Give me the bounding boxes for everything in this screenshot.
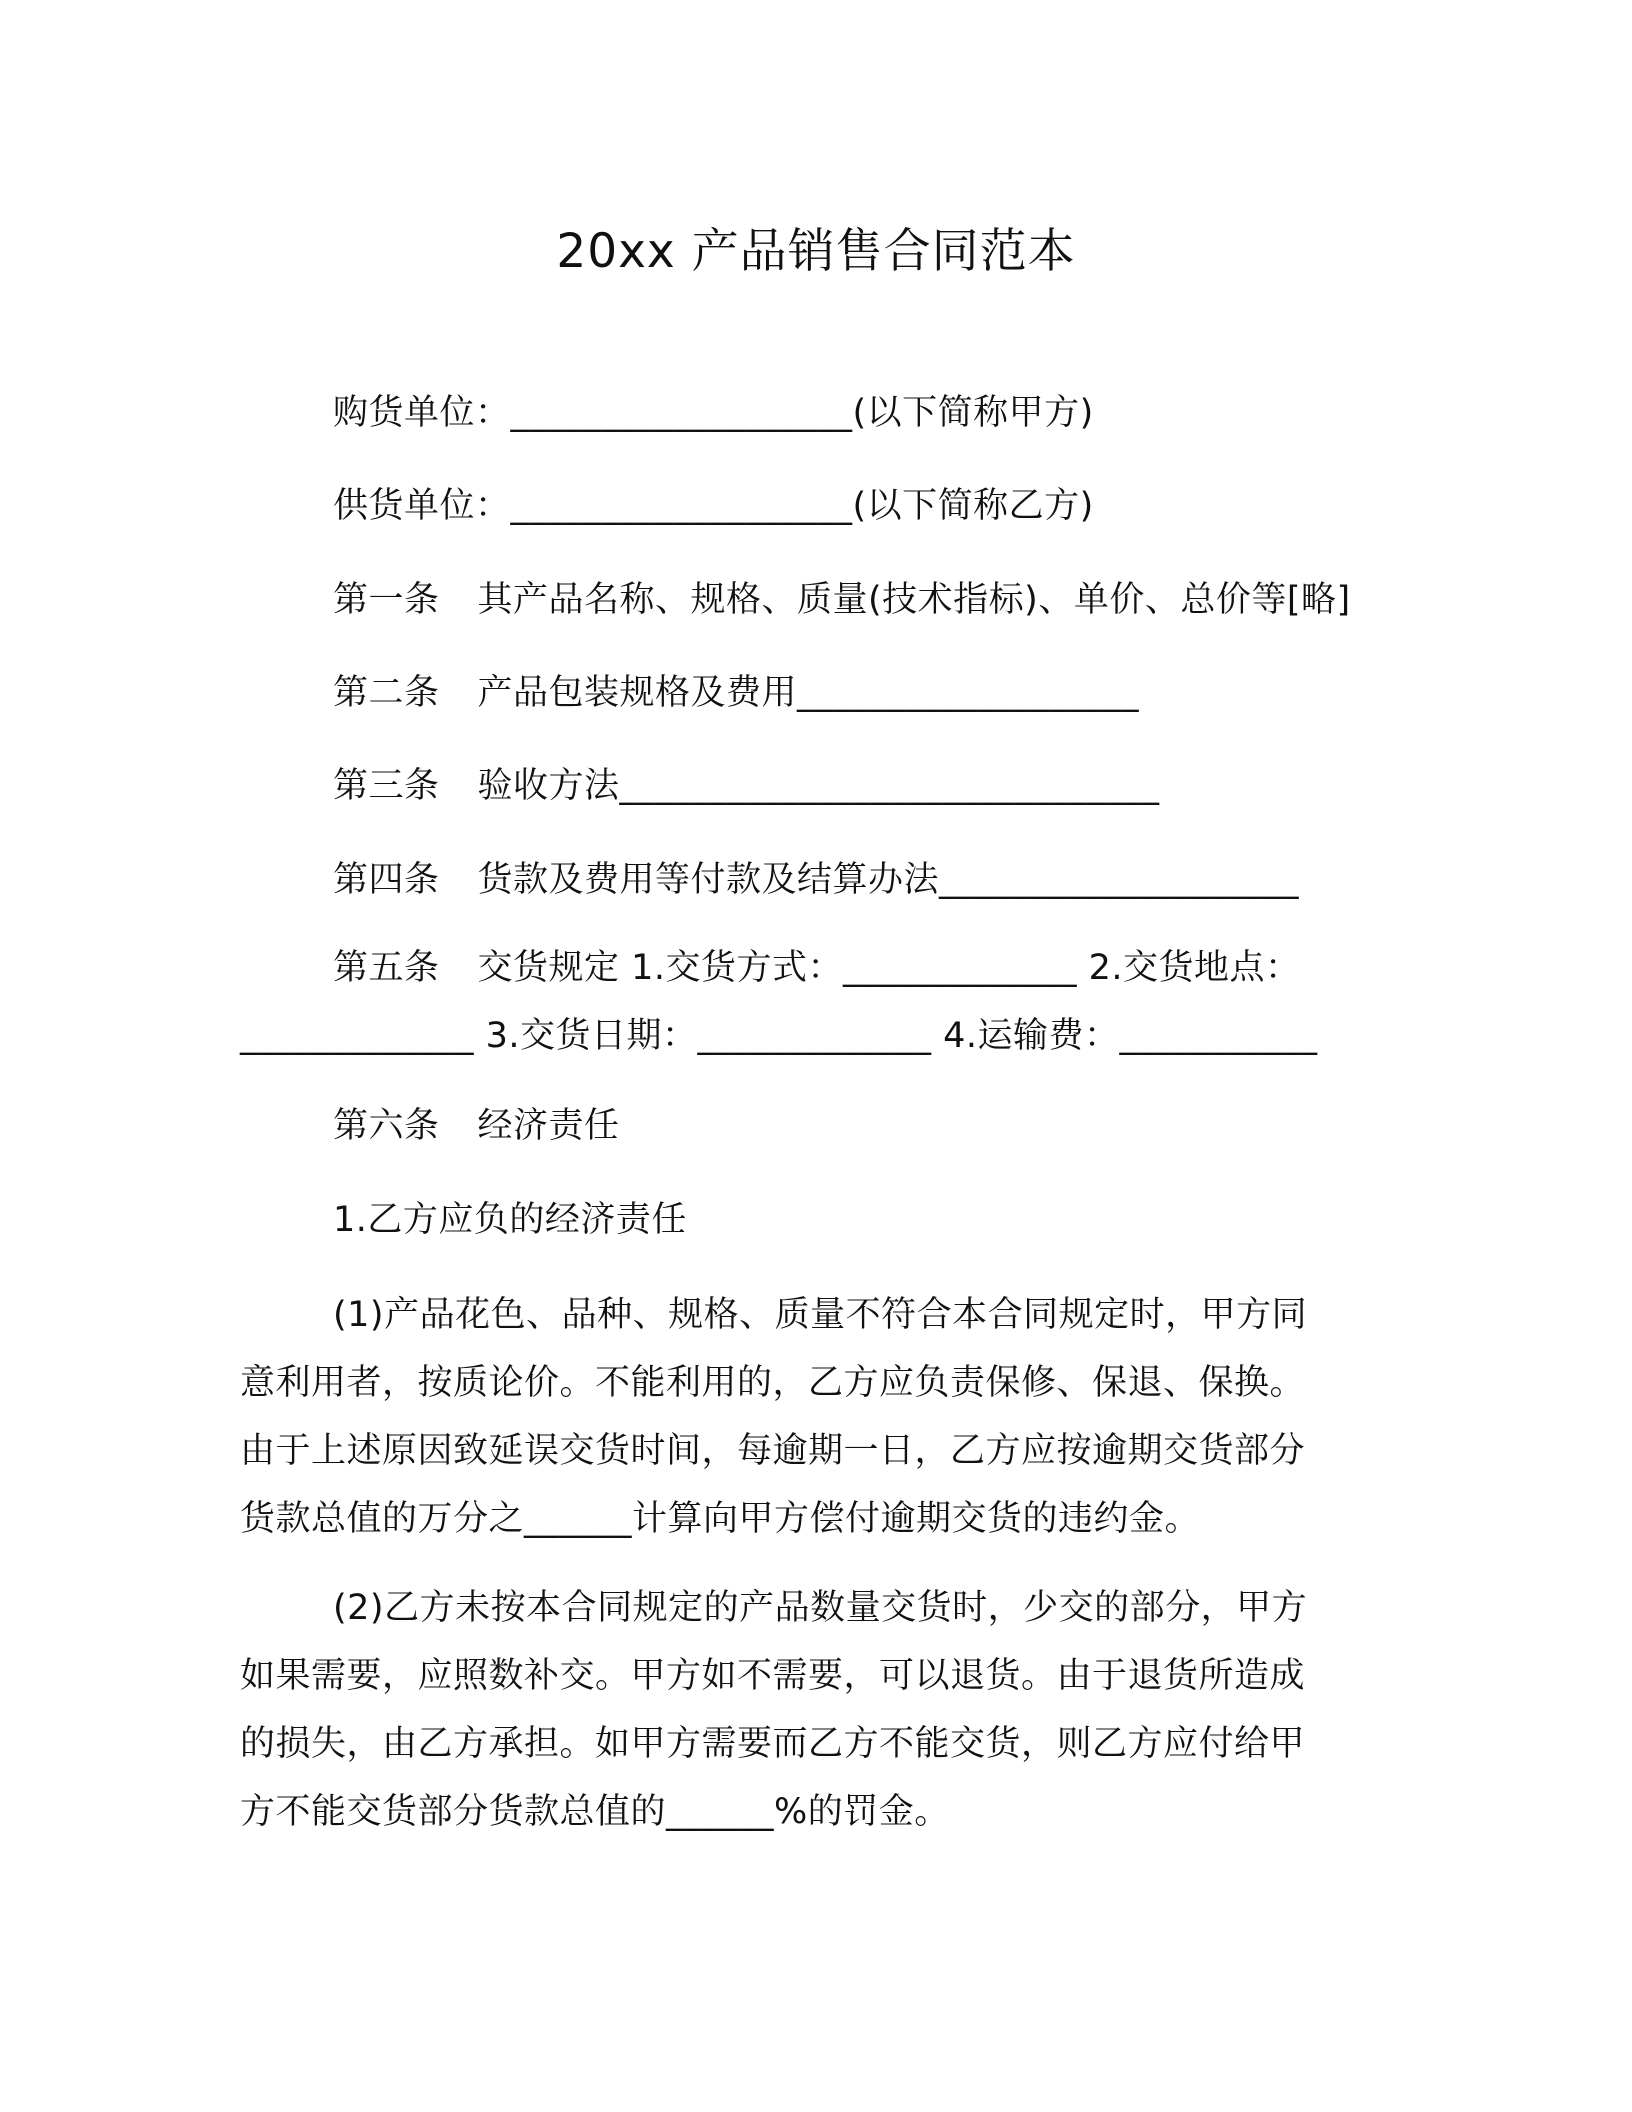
article-4-text: 货款及费用等付款及结算办法____________________: [477, 860, 1300, 900]
clause-1-line-1: (1)产品花色、品种、规格、质量不符合本合同规定时，甲方同: [333, 1295, 1308, 1335]
clause-2-line-1: (2)乙方未按本合同规定的产品数量交货时，少交的部分，甲方: [333, 1588, 1308, 1628]
article-5-continued: [240, 1010, 1318, 1062]
clause-1: [240, 1281, 1380, 1553]
clause-1-line-3: 由于上述原因致延误交货时间，每逾期一日，乙方应按逾期交货部分: [240, 1431, 1306, 1471]
article-5: [333, 942, 1301, 994]
article-2: [333, 667, 1139, 719]
clause-1-line-4: 货款总值的万分之______计算向甲方偿付逾期交货的违约金。: [240, 1499, 1201, 1539]
clause-2-line-2: 如果需要，应照数补交。甲方如不需要，可以退货。由于退货所造成: [240, 1656, 1306, 1696]
document-title: 20xx 产品销售合同范本: [556, 224, 1076, 279]
article-3-text: 验收方法______________________________: [477, 766, 1160, 806]
article-1-number: 第一条: [333, 580, 440, 620]
supplier-line: [333, 480, 1094, 532]
article-6: [333, 1100, 620, 1152]
article-5-number: 第五条: [333, 948, 440, 988]
buyer-label: 购货单位：: [333, 393, 511, 433]
supplier-suffix: (以下简称乙方): [852, 486, 1094, 526]
buyer-line: [333, 387, 1094, 439]
supplier-label: 供货单位：: [333, 486, 511, 526]
article-3-number: 第三条: [333, 766, 440, 806]
buyer-blank: ___________________: [510, 393, 853, 433]
article-4: [333, 854, 1299, 906]
article-6-number: 第六条: [333, 1106, 440, 1146]
article-2-text: 产品包装规格及费用___________________: [477, 673, 1140, 713]
clause-2: [240, 1574, 1380, 1846]
clause-2-line-3: 的损失，由乙方承担。如甲方需要而乙方不能交货，则乙方应付给甲: [240, 1724, 1306, 1764]
article-6-text: 经济责任: [477, 1106, 620, 1146]
section-heading: 1.乙方应负的经济责任: [333, 1200, 687, 1240]
supplier-blank: ___________________: [510, 486, 853, 526]
clause-2-line-4: 方不能交货部分货款总值的______%的罚金。: [240, 1792, 950, 1832]
article-5-line-2: _____________ 3.交货日期：_____________ 4.运输费：___________: [240, 1016, 1318, 1056]
buyer-suffix: (以下简称甲方): [852, 393, 1094, 433]
article-1-text: 其产品名称、规格、质量(技术指标)、单价、总价等[略]: [477, 580, 1351, 620]
article-2-number: 第二条: [333, 673, 440, 713]
article-1: [333, 574, 1351, 626]
article-3: [333, 760, 1160, 812]
article-4-number: 第四条: [333, 860, 440, 900]
article-5-line-1: 交货规定 1.交货方式：_____________ 2.交货地点：: [477, 948, 1301, 988]
clause-1-line-2: 意利用者，按质论价。不能利用的，乙方应负责保修、保退、保换。: [240, 1363, 1306, 1403]
